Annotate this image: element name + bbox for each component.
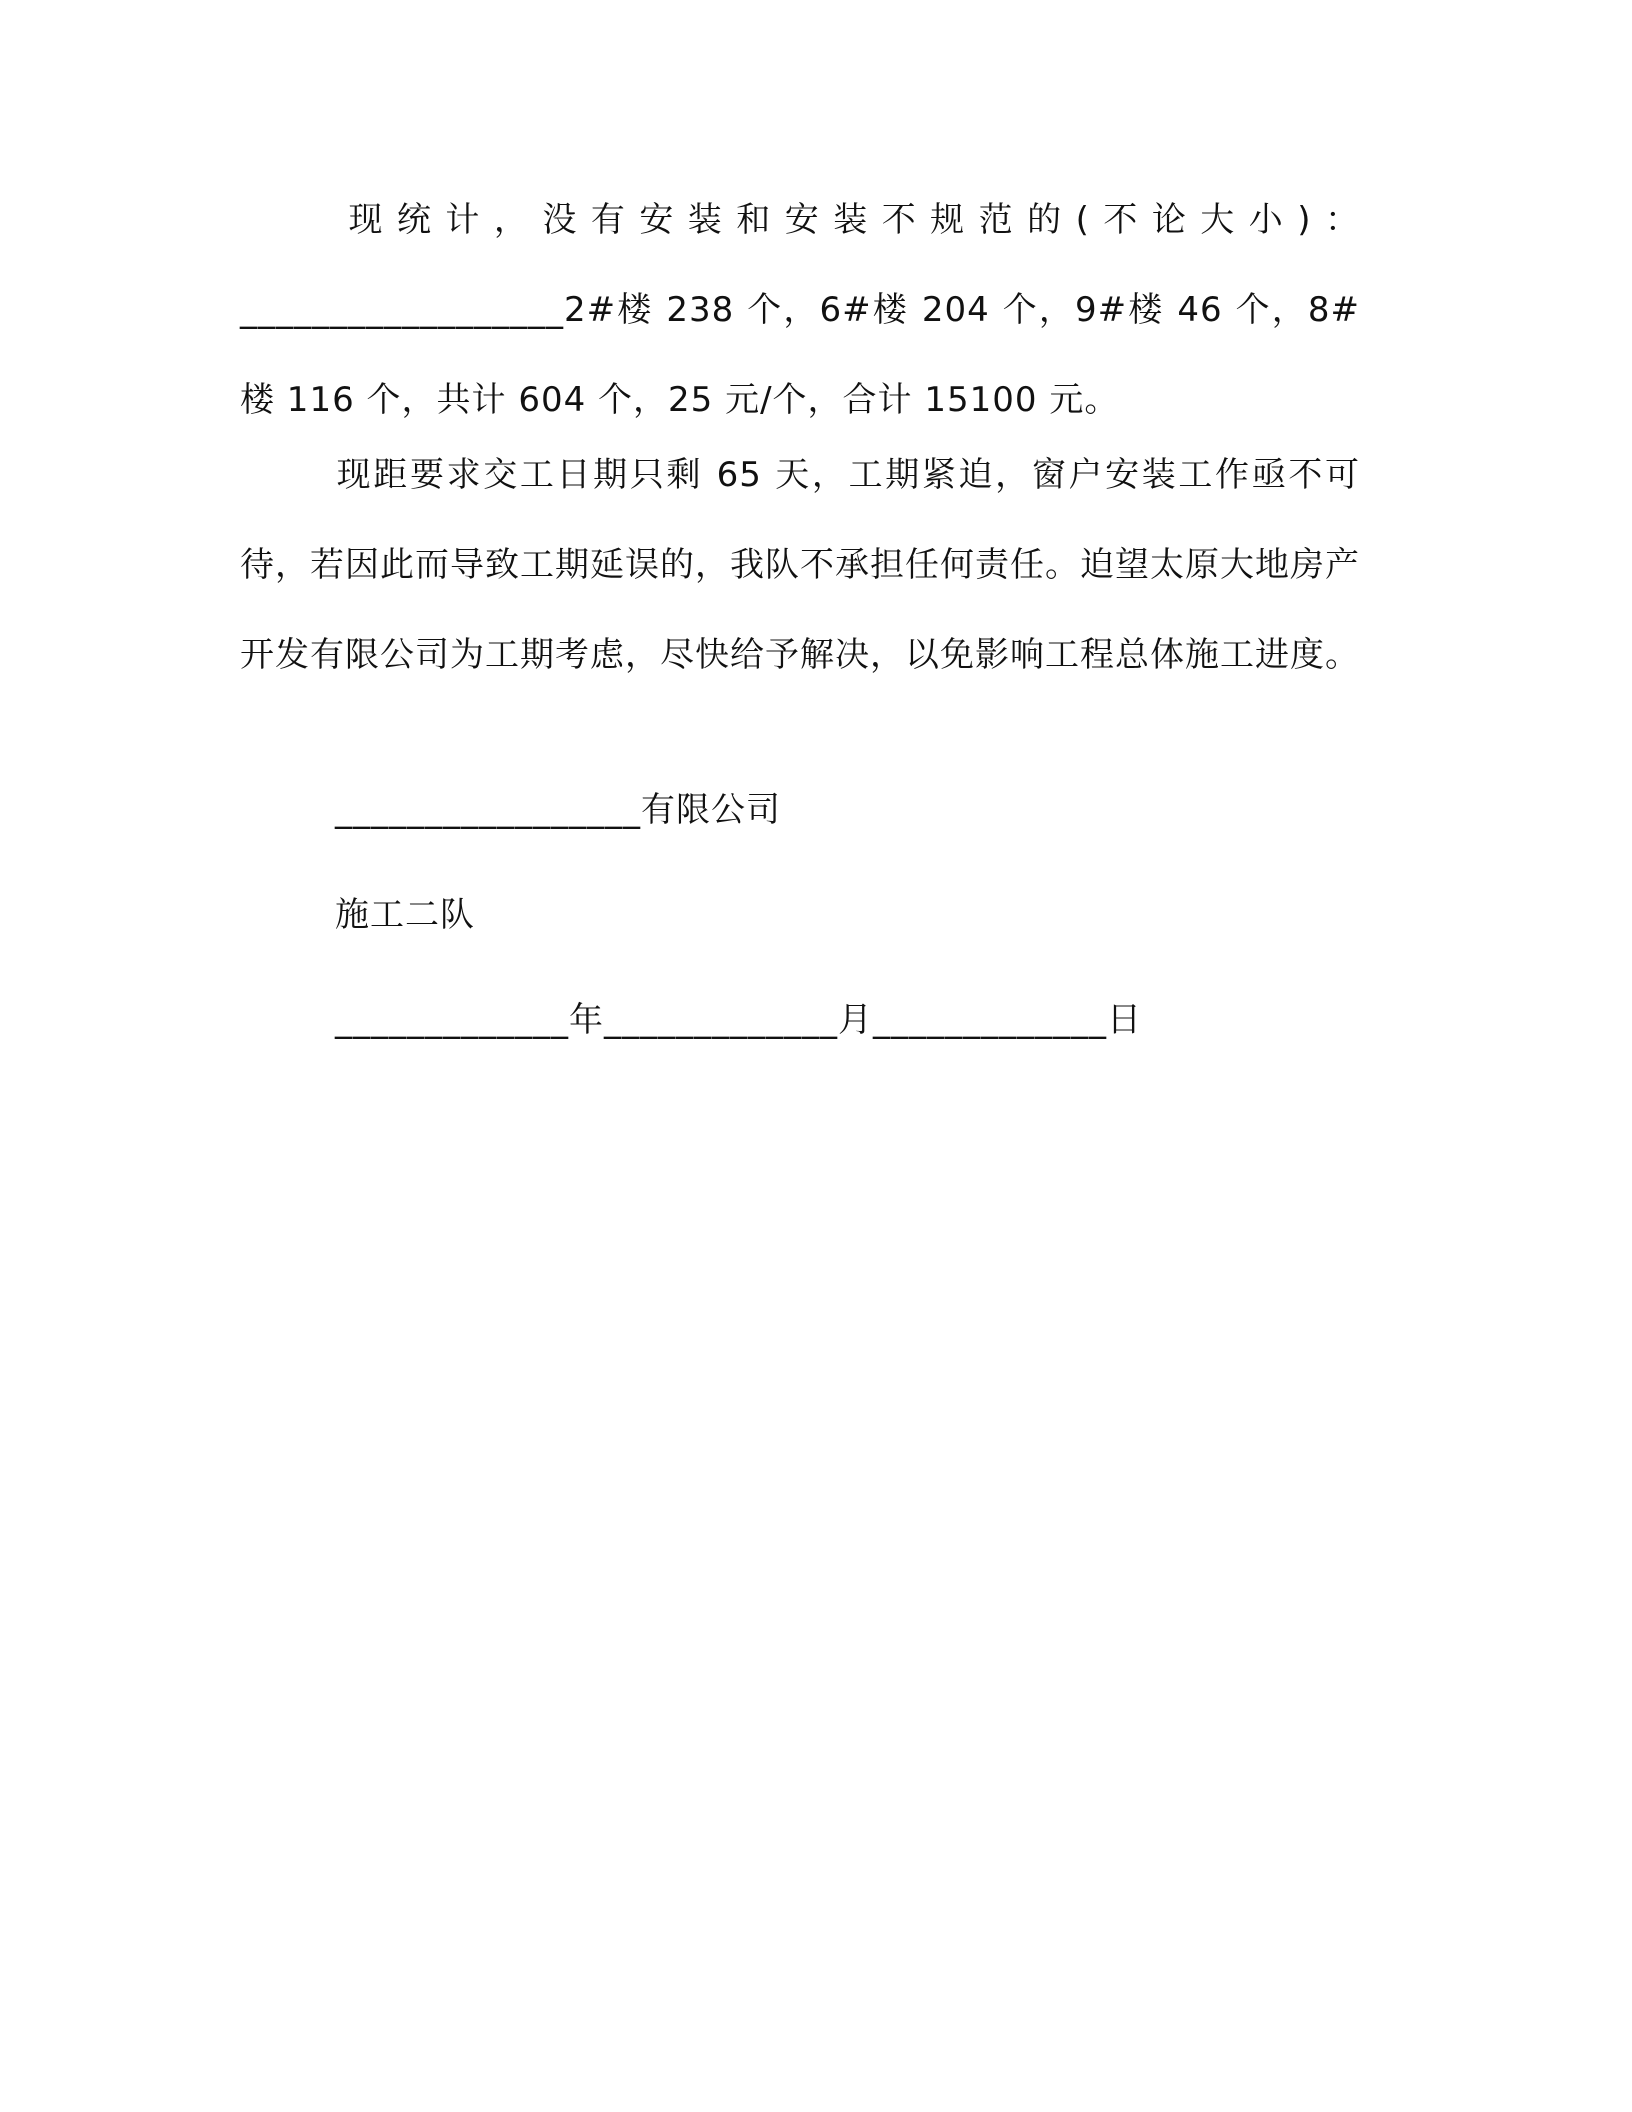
paragraph-deadline-text: 现距要求交工日期只剩 65 天，工期紧迫，窗户安装工作亟不可待，若因此而导致工期延误的，我队不承担任何责任。迫望太原大地房产开发有限公司为工期考虑，尽快给予解决，以免影响工程总体施工进度。 xyxy=(240,455,1360,675)
signature-team: 施工二队 xyxy=(335,895,475,935)
paragraph-statistics xyxy=(240,175,1360,445)
signature-date: _____________年_____________月_____________日 xyxy=(335,1000,1142,1040)
paragraph-deadline xyxy=(240,430,1360,700)
paragraph-statistics-text: 现统计，没有安装和安装不规范的(不论大小)：__________________2#楼 238 个，6#楼 204 个，9#楼 46 个，8#楼 116 个，共计 604 个，25 元/个，合计 15100 元。 xyxy=(240,200,1360,420)
signature-company: _________________有限公司 xyxy=(335,790,781,830)
